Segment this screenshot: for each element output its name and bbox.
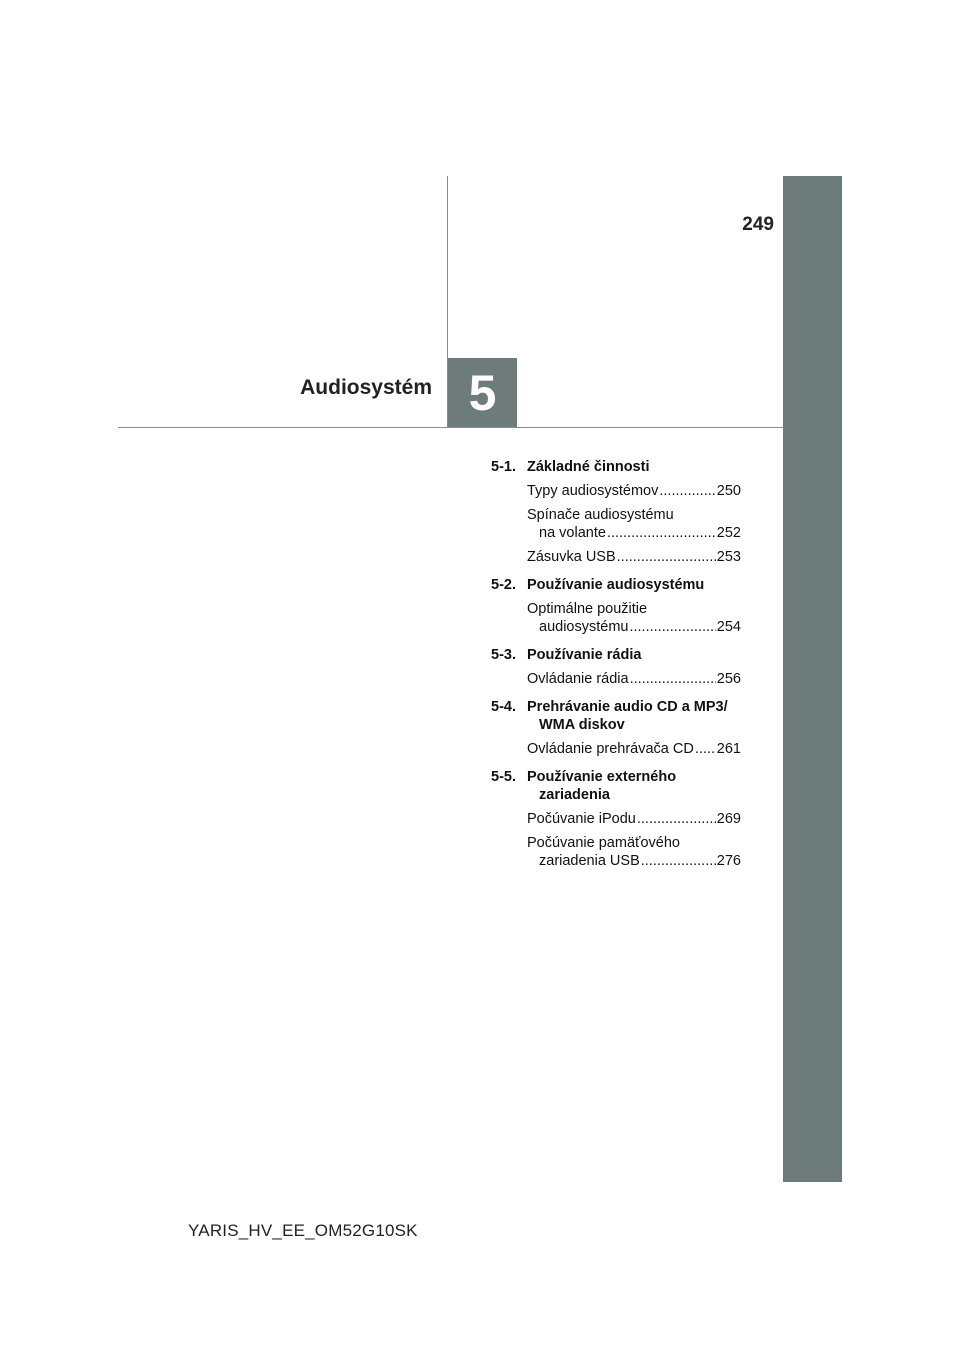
- toc-entry-page: 254: [716, 619, 741, 635]
- toc-entry[interactable]: [527, 810, 741, 828]
- toc-entry-line: [527, 548, 741, 566]
- toc-entry[interactable]: [527, 834, 741, 870]
- toc-entry-label: Ovládanie rádia: [527, 671, 629, 687]
- section-title: [527, 646, 741, 664]
- toc-entry[interactable]: [527, 548, 741, 566]
- toc-entry[interactable]: [527, 506, 741, 542]
- toc-section-heading: [491, 768, 741, 804]
- toc-entry-label: Ovládanie prehrávača CD: [527, 741, 694, 757]
- dot-leader: [641, 852, 716, 870]
- toc-entry-line: [527, 618, 741, 636]
- dot-leader: [630, 670, 716, 688]
- section-title-line: WMA diskov: [539, 717, 625, 733]
- toc-section-heading: [491, 698, 741, 734]
- chapter-title: Audiosystém: [300, 376, 432, 399]
- dot-leader: [629, 618, 715, 636]
- dot-leader: [617, 548, 716, 566]
- dot-leader: [607, 524, 716, 542]
- toc-entry-label: Počúvanie iPodu: [527, 811, 636, 827]
- section-number: 5-1.: [491, 459, 516, 475]
- chapter-number-box: [448, 358, 517, 427]
- toc-entry-line: [527, 482, 741, 500]
- dot-leader: [659, 482, 715, 500]
- section-title-line: Používanie rádia: [527, 647, 642, 663]
- toc-entry-label: na volante: [539, 525, 606, 541]
- section-title-line: Používanie externého: [527, 769, 677, 785]
- toc-entry[interactable]: [527, 482, 741, 500]
- section-number: 5-5.: [491, 769, 516, 785]
- section-title: [527, 698, 741, 734]
- toc-entry-line: [527, 740, 741, 758]
- toc-entry-line: [527, 852, 741, 870]
- section-title-line: Používanie audiosystému: [527, 577, 705, 593]
- toc-entry[interactable]: [527, 740, 741, 758]
- toc-entry-label: zariadenia USB: [539, 853, 640, 869]
- toc-entry-title: Spínače audiosystému: [527, 507, 674, 523]
- section-title-line: Základné činnosti: [527, 459, 650, 475]
- toc-section-heading: [491, 576, 741, 594]
- section-number: 5-2.: [491, 577, 516, 593]
- page-number: 249: [742, 214, 774, 235]
- section-title-line: zariadenia: [539, 787, 610, 803]
- toc-entry-title: Počúvanie pamäťového: [527, 835, 680, 851]
- section-title: [527, 768, 741, 804]
- toc-entry-page: 276: [716, 853, 741, 869]
- toc-section-heading: [491, 646, 741, 664]
- toc-section-heading: [491, 458, 741, 476]
- toc-entry-label: Zásuvka USB: [527, 549, 616, 565]
- toc-entry-page: 252: [716, 525, 741, 541]
- toc-entry[interactable]: [527, 600, 741, 636]
- toc-entry-page: 250: [716, 483, 741, 499]
- toc-entry-line: [527, 670, 741, 688]
- toc-entry[interactable]: [527, 670, 741, 688]
- toc-entry-label: Typy audiosystémov: [527, 483, 659, 499]
- section-title: [527, 458, 741, 476]
- toc-entry-line: [527, 524, 741, 542]
- section-number: 5-4.: [491, 699, 516, 715]
- chapter-side-tab: [783, 176, 842, 1182]
- table-of-contents: [491, 458, 741, 870]
- toc-entry-page: 253: [716, 549, 741, 565]
- toc-entry-label: audiosystému: [539, 619, 629, 635]
- section-title-line: Prehrávanie audio CD a MP3/: [527, 699, 728, 715]
- section-title: [527, 576, 741, 594]
- toc-entry-page: 261: [716, 741, 741, 757]
- toc-entry-line: [527, 810, 741, 828]
- toc-entry-page: 269: [716, 811, 741, 827]
- toc-entry-title: Optimálne použitie: [527, 601, 648, 617]
- footer-document-code: YARIS_HV_EE_OM52G10SK: [188, 1221, 418, 1240]
- section-number: 5-3.: [491, 647, 516, 663]
- dot-leader: [637, 810, 716, 828]
- dot-leader: [695, 740, 716, 758]
- chapter-number: 5: [468, 364, 497, 421]
- horizontal-divider: [118, 427, 783, 428]
- toc-entry-page: 256: [716, 671, 741, 687]
